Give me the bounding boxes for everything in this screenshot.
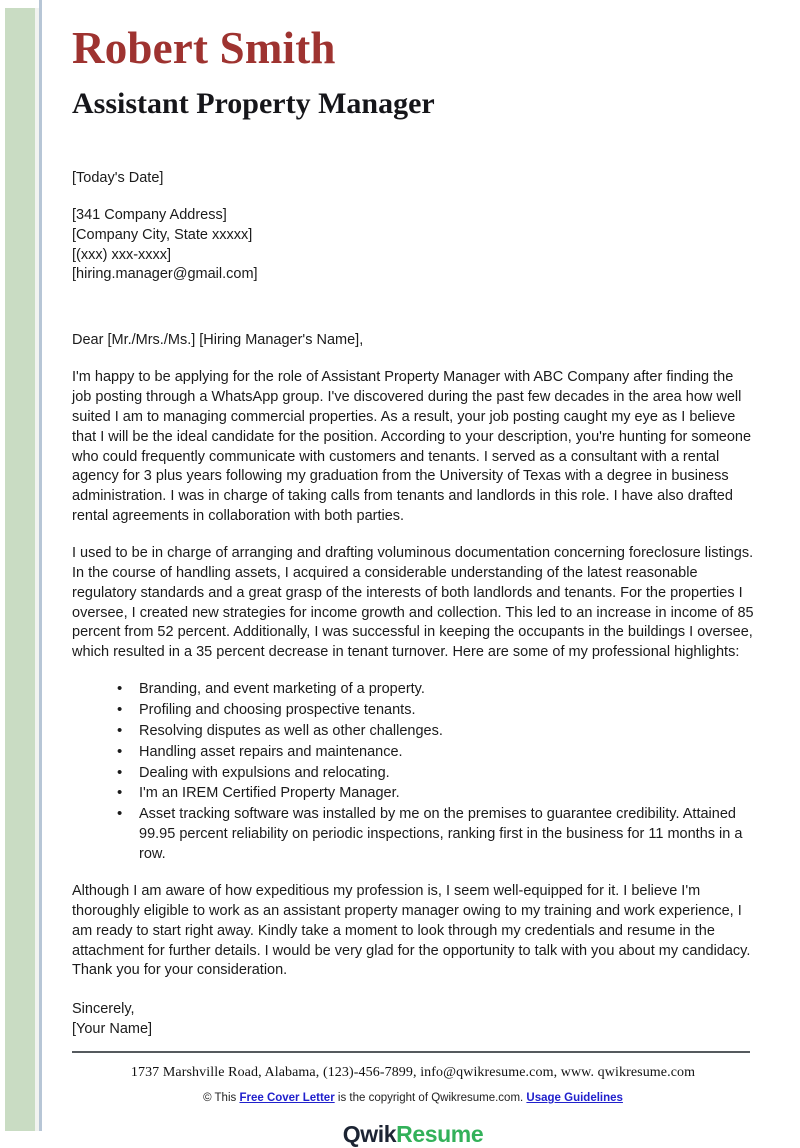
list-item: • Dealing with expulsions and relocating. (117, 764, 754, 784)
list-item: • Branding, and event marketing of a property. (117, 680, 754, 700)
copyright-prefix: © This (203, 1091, 240, 1104)
list-item: • Profiling and choosing prospective tenants. (117, 701, 754, 721)
letter-paragraph: I used to be in charge of arranging and drafting voluminous documentation concerning foreclosure listings. In the course of handling assets, I acquired a considerable understanding of the latest reasonable regulatory standards and a great grasp of the interests of both landlords and tenants. For the properties I oversee, I created new strategies for income growth and collection. This led to an increase in income of 85 percent from 52 percent. Additionally, I was successful in keeping the occupants in the buildings I oversee, which resulted in a 35 percent decrease in tenant turnover. Here are some of my professional highlights: (72, 545, 754, 661)
letter-date: [Today's Date] (72, 170, 164, 186)
recipient-address-line: [341 Company Address] (72, 206, 227, 223)
professional-highlights-list (72, 680, 754, 865)
footer-divider (72, 1051, 750, 1053)
list-item: • Handling asset repairs and maintenance. (117, 743, 754, 763)
signature-name: [Your Name] (72, 1021, 153, 1038)
page-footer (46, 1065, 800, 1148)
free-cover-letter-link[interactable]: Free Cover Letter (239, 1091, 335, 1104)
recipient-address-block (72, 206, 754, 285)
recipient-address-line: [Company City, State xxxxx] (72, 226, 253, 243)
copyright-middle: is the copyright of Qwikresume.com. (334, 1091, 527, 1104)
usage-guidelines-link[interactable]: Usage Guidelines (526, 1091, 623, 1104)
qwikresume-logo[interactable] (72, 1121, 754, 1148)
rail-blue-line (39, 0, 42, 1131)
recipient-address-line: [(xxx) xxx-xxxx] (72, 246, 172, 263)
sign-off: Sincerely, (72, 1001, 135, 1018)
letter-paragraph: I'm happy to be applying for the role of Assistant Property Manager with ABC Company after finding the job posting through a WhatsApp group. I've discovered during the past few decades in the area how well suited I am to managing commercial properties. As a result, your job posting caught my eye as I believe that I will be the ideal candidate for the position. According to your description, you're hunting for someone who could frequently communicate with customers and tenants. I served as a consultant with a rental agency for 3 plus years following my graduation from the University of Texas with a degree in business administration. I was in charge of taking calls from tenants and landlords in this role. I have also drafted rental agreements in collaboration with both parties. (72, 369, 752, 525)
footer-copyright (72, 1092, 754, 1104)
signature-block (72, 1000, 754, 1040)
list-item: • I'm an IREM Certified Property Manager. (117, 784, 754, 804)
applicant-job-title: Assistant Property Manager (72, 87, 435, 120)
list-item: • Asset tracking software was installed by me on the premises to guarantee credibility. Attained 99.95 percent reliability on periodic inspections, ranking first in the business for 11 months in a row. (117, 805, 754, 865)
rail-green-band (5, 8, 35, 1131)
letter-header (46, 0, 800, 119)
list-item: • Resolving disputes as well as other challenges. (117, 722, 754, 742)
cover-letter-page (46, 0, 800, 1147)
logo-text-qwik: Qwik (342, 1120, 397, 1147)
letter-salutation: Dear [Mr./Mrs./Ms.] [Hiring Manager's Name], (72, 332, 364, 349)
left-decorative-rail (0, 0, 46, 1131)
applicant-name: Robert Smith (72, 23, 336, 73)
logo-text-resume: Resume (396, 1120, 484, 1147)
letter-closing-paragraph: Although I am aware of how expeditious my profession is, I seem well-equipped for it. I believe I'm thoroughly eligible to work as an assistant property manager owing to my training and work experience, I am ready to start right away. Kindly take a moment to look through my credentials and resume in the attachment for further details. I would be very glad for the opportunity to talk with you about my candidacy. Thank you for your consideration. (72, 882, 751, 979)
recipient-address-line: [hiring.manager@gmail.com] (72, 266, 258, 283)
letter-body (46, 169, 800, 1053)
footer-address: 1737 Marshville Road, Alabama, (123)-456-7899, info@qwikresume.com, www. qwikresume.com (130, 1064, 696, 1080)
